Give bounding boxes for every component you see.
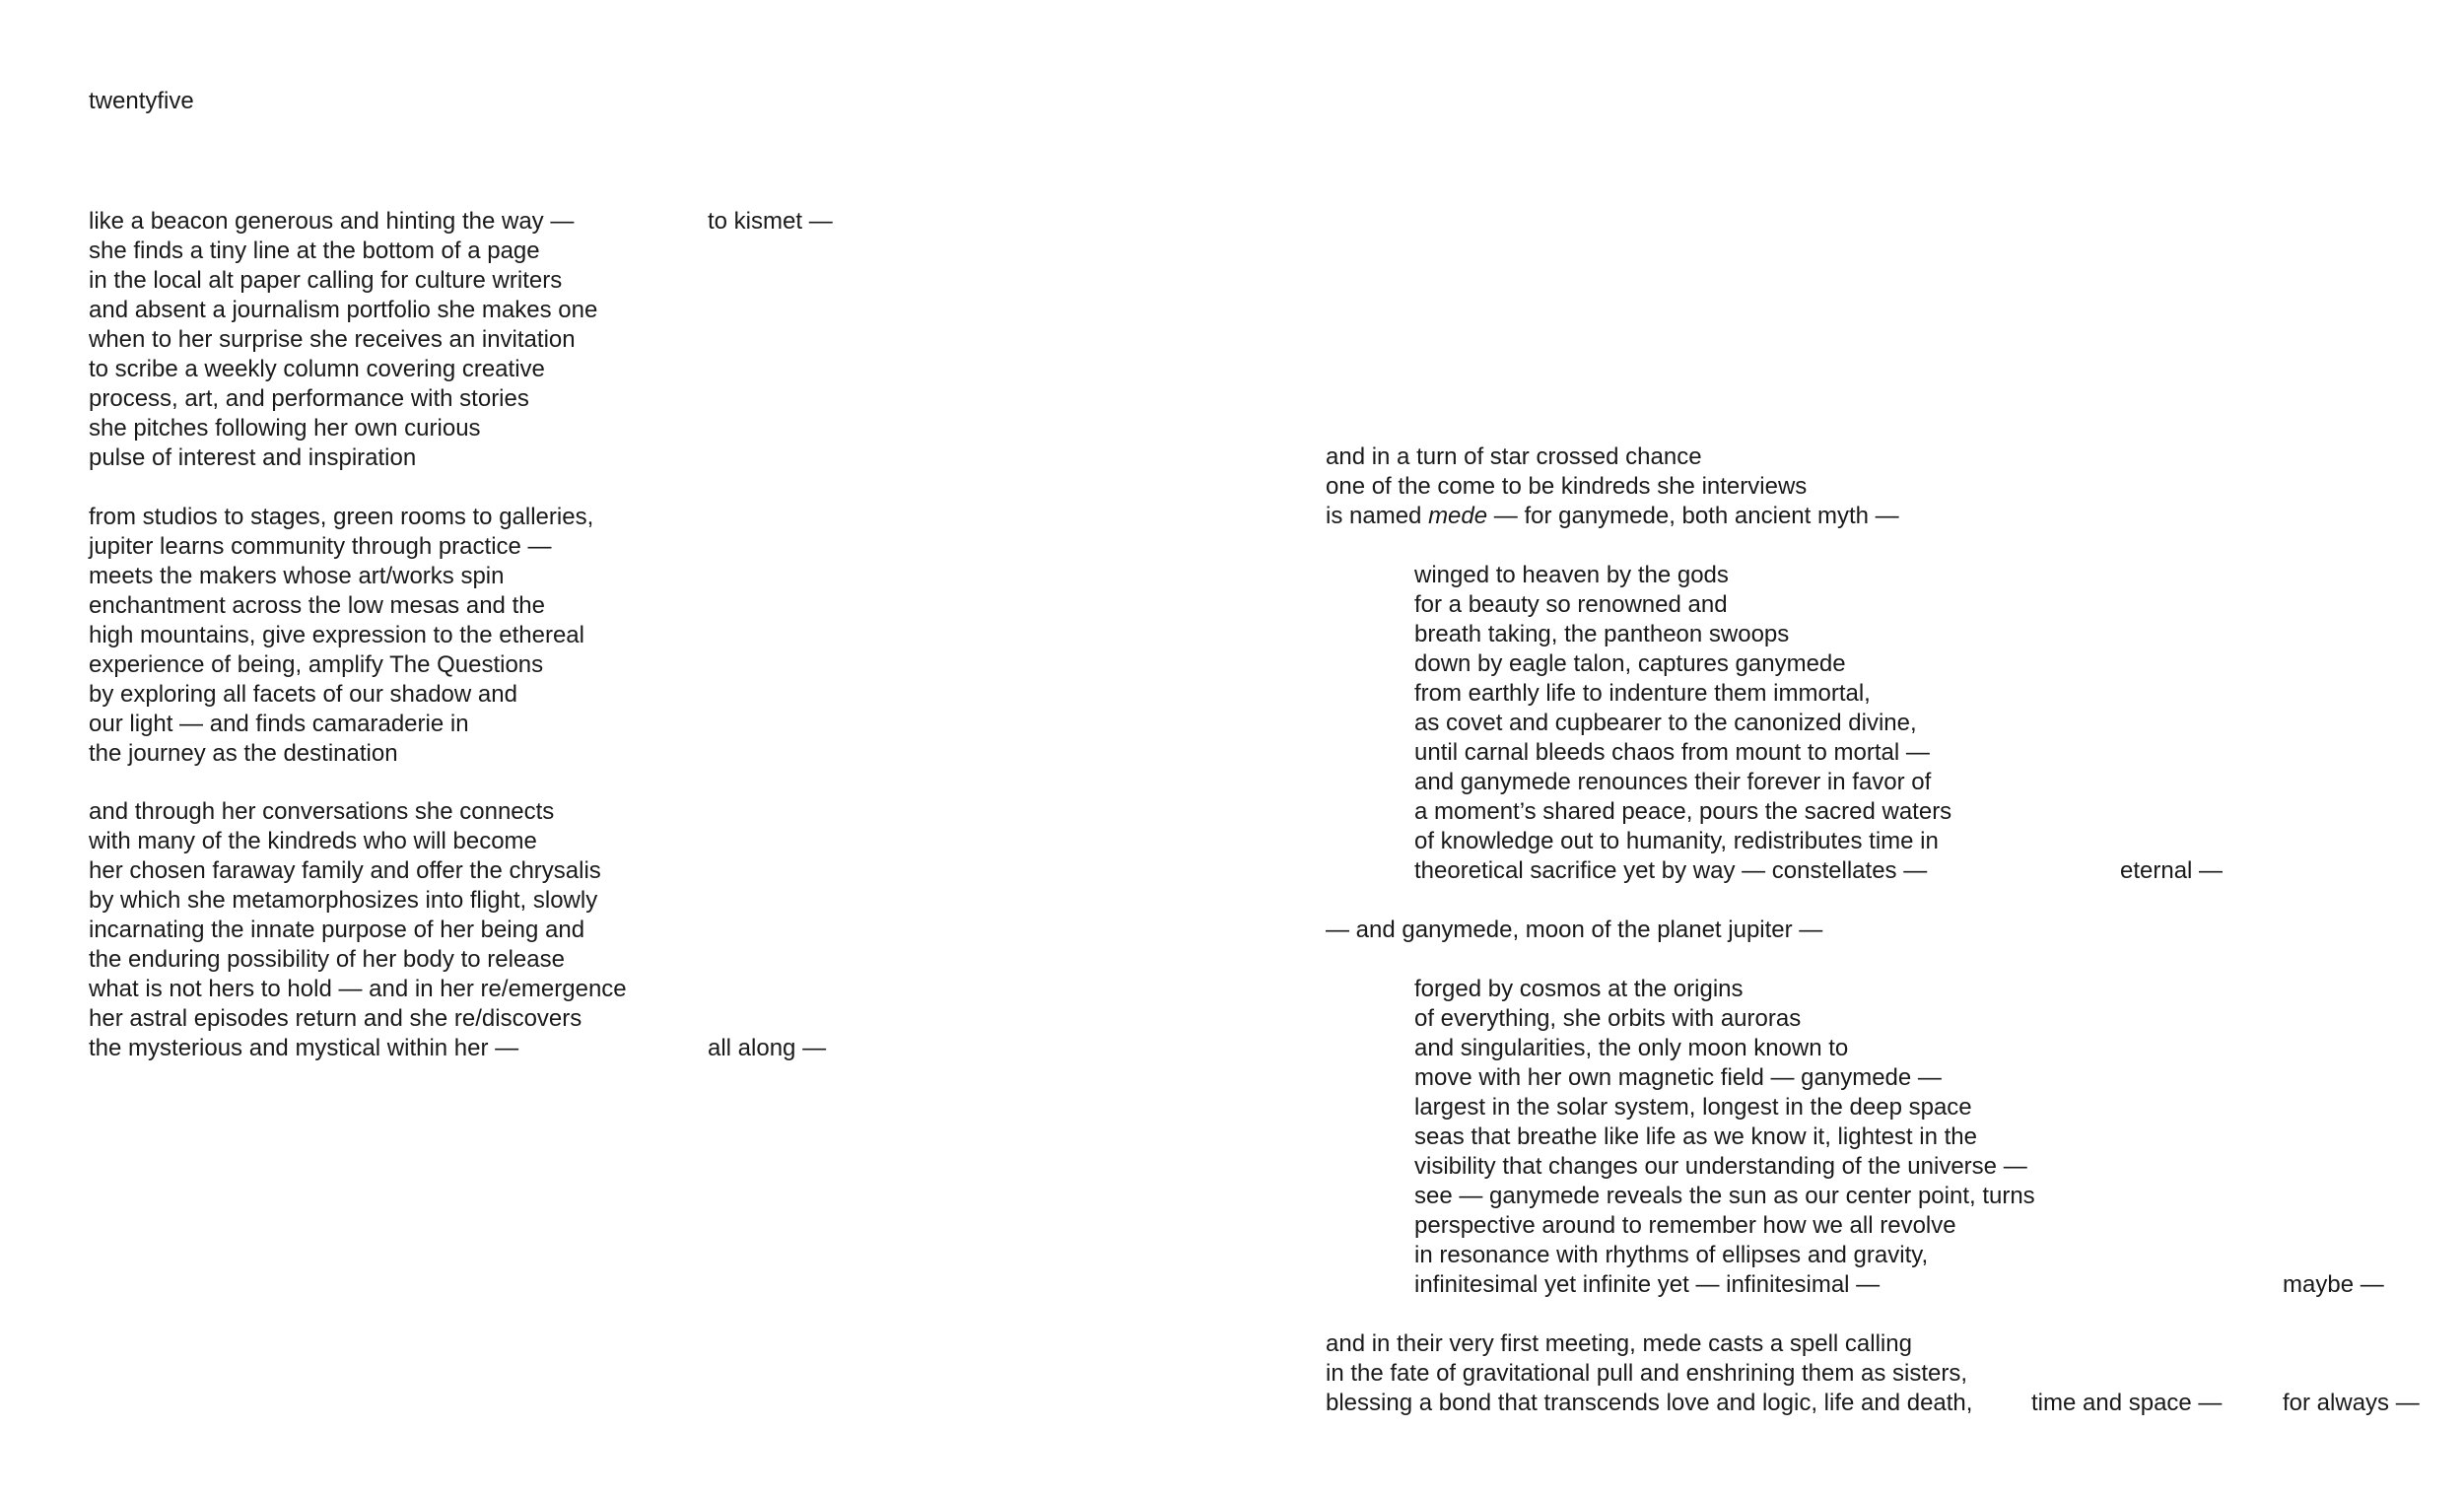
mede-name: mede [1428,503,1488,529]
text-line: for a beauty so renowned and [1414,591,1728,618]
aside-maybe: maybe — [2283,1271,2384,1298]
text-line: and in a turn of star crossed chance [1326,443,1702,470]
text-line: largest in the solar system, longest in the deep space [1414,1094,1972,1121]
aside-for-always: for always — [2283,1390,2420,1416]
text-line: as covet and cupbearer to the canonized divine, [1414,710,1917,736]
text-line: from studios to stages, green rooms to galleries, [89,504,594,530]
right-closing-stanza [1326,1329,1972,1418]
text-line: forged by cosmos at the origins [1414,976,1744,1002]
text-line: see — ganymede reveals the sun as our center point, turns [1414,1183,2035,1209]
text-line: experience of being, amplify The Questions [89,651,544,678]
text-line: of everything, she orbits with auroras [1414,1005,1802,1032]
text-line: down by eagle talon, captures ganymede [1414,650,1846,677]
left-stanza-3 [89,797,627,1063]
aside-eternal: eternal — [2120,857,2224,884]
right-intro [1326,442,1899,531]
text-line: of knowledge out to humanity, redistributes time in [1414,828,1939,854]
right-moon-stanza [1414,975,2035,1300]
page-title: twentyfive [89,88,194,114]
text-line: with many of the kindreds who will become [89,828,537,854]
text-line: theoretical sacrifice yet by way — constellates — [1414,857,1928,884]
text-line: our light — and finds camaraderie in [89,711,469,737]
text-line: enchantment across the low mesas and the [89,592,545,619]
text-line: a moment’s shared peace, pours the sacred waters [1414,798,1952,825]
text-line: by exploring all facets of our shadow and [89,681,517,708]
text-line: breath taking, the pantheon swoops [1414,621,1790,647]
left-stanza-1 [89,207,597,473]
text-line: process, art, and performance with stories [89,385,529,412]
left-stanza-2 [89,503,593,769]
text-line: move with her own magnetic field — ganymede — [1414,1064,1942,1091]
text-line: seas that breathe like life as we know it, lightest in the [1414,1123,1977,1150]
text-line: in the local alt paper calling for culture writers [89,267,563,294]
text-line: and ganymede renounces their forever in favor of [1414,769,1932,795]
text-line: her chosen faraway family and offer the chrysalis [89,857,601,884]
text-line: to scribe a weekly column covering creative [89,356,545,382]
aside-time-and-space: time and space — [2031,1390,2223,1416]
text-line: she pitches following her own curious [89,415,481,442]
text-line: perspective around to remember how we all revolve [1414,1212,1956,1239]
text-line: visibility that changes our understanding of the universe — [1414,1153,2027,1180]
text-line: what is not hers to hold — and in her re/emergence [89,976,627,1002]
text-line: and absent a journalism portfolio she makes one [89,297,598,323]
text-line: by which she metamorphosizes into flight, slowly [89,887,598,914]
text-line: when to her surprise she receives an invitation [89,326,576,353]
text-line: like a beacon generous and hinting the way — [89,208,575,235]
text-line: — and ganymede, moon of the planet jupiter — [1326,917,1823,943]
text-line: one of the come to be kindreds she interviews [1326,473,1808,500]
text-line: pulse of interest and inspiration [89,444,417,471]
text-line: incarnating the innate purpose of her being and [89,917,585,943]
text-line: infinitesimal yet infinite yet — infinitesimal — [1414,1271,1881,1298]
right-myth-stanza [1414,561,1951,886]
text-line: in the fate of gravitational pull and enshrining them as sisters, [1326,1360,1968,1387]
text-line: in resonance with rhythms of ellipses and gravity, [1414,1242,1929,1268]
text-line: the journey as the destination [89,740,398,767]
text-fragment: is named [1326,503,1429,529]
text-line: meets the makers whose art/works spin [89,563,505,589]
text-line: and in their very first meeting, mede casts a spell calling [1326,1330,1912,1357]
text-fragment: — for ganymede, both ancient myth — [1487,503,1899,529]
text-line: and through her conversations she connects [89,798,555,825]
right-moon-line [1326,916,1822,945]
aside-kismet: to kismet — [708,208,833,235]
text-line: she finds a tiny line at the bottom of a page [89,238,540,264]
text-line: her astral episodes return and she re/discovers [89,1005,582,1032]
text-line: blessing a bond that transcends love and logic, life and death, [1326,1390,1973,1416]
text-line: the enduring possibility of her body to release [89,946,565,973]
text-line-mede [1326,502,1899,531]
aside-all-along: all along — [708,1035,827,1061]
text-line: winged to heaven by the gods [1414,562,1729,588]
text-line: high mountains, give expression to the ethereal [89,622,584,648]
text-line: jupiter learns community through practice — [89,533,552,560]
text-line: from earthly life to indenture them immortal, [1414,680,1871,707]
text-line: until carnal bleeds chaos from mount to mortal — [1414,739,1930,766]
text-line: and singularities, the only moon known to [1414,1035,1849,1061]
text-line: the mysterious and mystical within her — [89,1035,519,1061]
